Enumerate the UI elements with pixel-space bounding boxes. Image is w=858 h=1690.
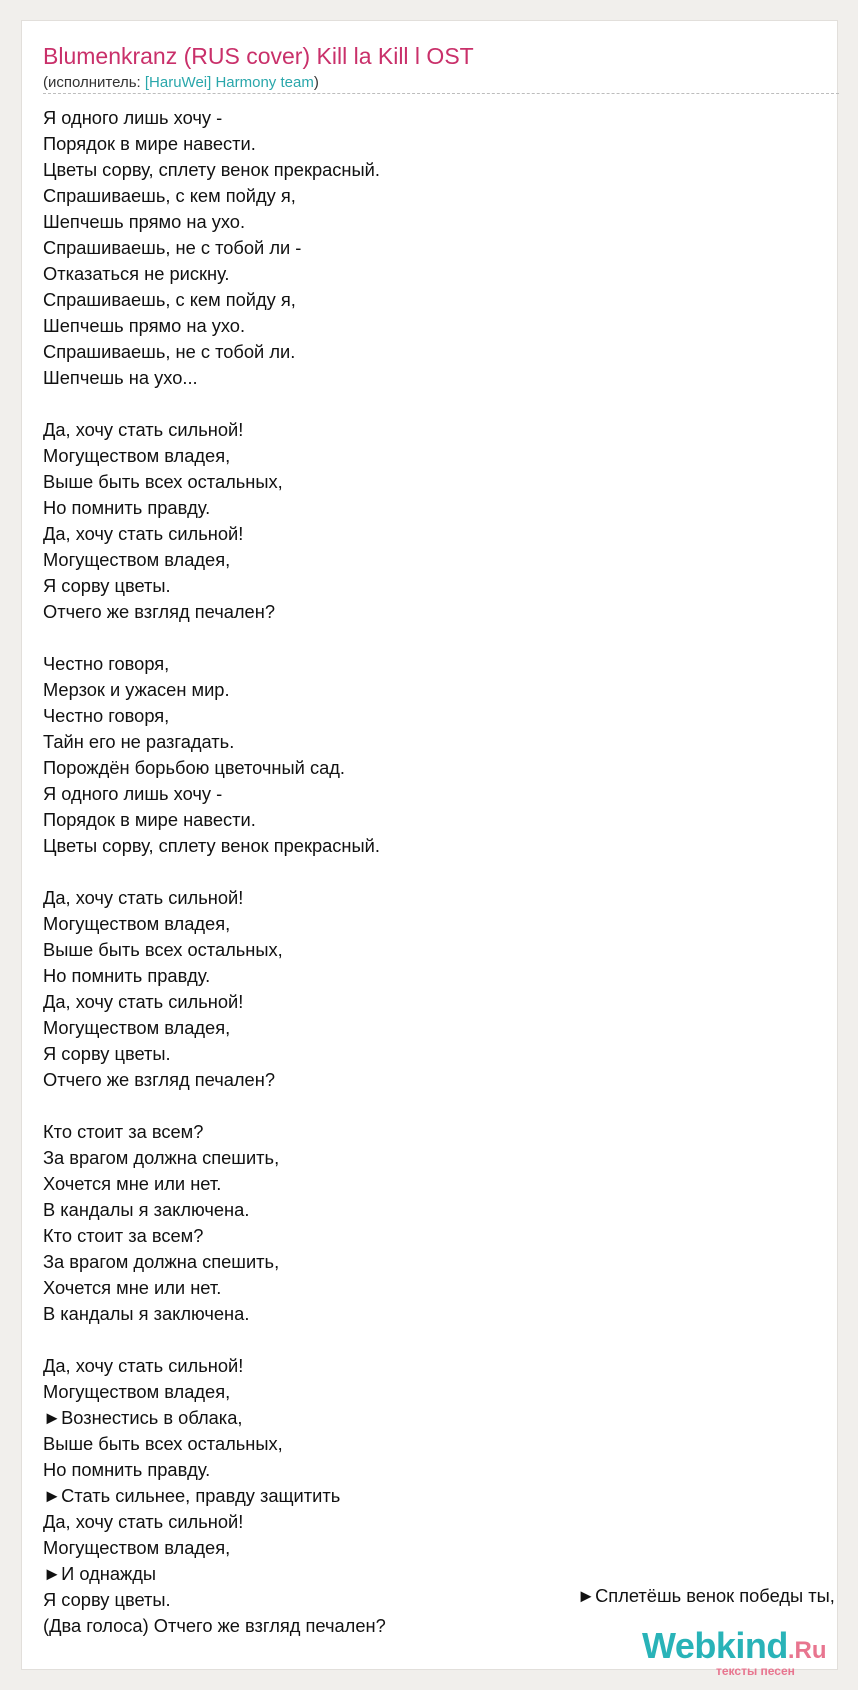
header-divider [43,93,839,94]
lyric-line: Но помнить правду. [43,965,211,986]
lyric-line: Да, хочу стать сильной! [43,1355,244,1376]
lyric-line: Но помнить правду. [43,1459,211,1480]
lyric-line: Я сорву цветы. [43,1043,171,1064]
lyric-line [43,1327,843,1353]
logo-brand: Webkind [642,1625,788,1666]
lyric-line: Могуществом владея, [43,1537,231,1558]
lyric-line: Я одного лишь хочу - [43,107,223,128]
lyric-line: Я сорву цветы. [43,1589,171,1610]
lyric-line: Могуществом владея, [43,913,231,934]
lyric-line: Я сорву цветы. [43,575,171,596]
lyric-line: Порядок в мире навести. [43,809,256,830]
webkind-logo [642,1625,827,1678]
lyric-line: Кто стоит за всем? [43,1121,204,1142]
lyric-line: (Два голоса) Отчего же взгляд печален? [43,1615,386,1636]
lyric-line [43,859,843,885]
lyric-line [43,625,843,651]
lyric-line: Выше быть всех остальных, [43,939,283,960]
artist-link[interactable]: [HaruWei] Harmony team [144,74,314,91]
lyric-line: Спрашиваешь, не с тобой ли - [43,237,302,258]
lyric-line: Могуществом владея, [43,1017,231,1038]
lyric-line: Да, хочу стать сильной! [43,1511,244,1532]
lyric-line: Да, хочу стать сильной! [43,887,244,908]
lyric-line: ►И однажды [43,1563,157,1584]
logo-tagline: тексты песен [716,1664,795,1678]
lyric-line: Цветы сорву, сплету венок прекрасный. [43,835,380,856]
lyric-line: Могуществом владея, [43,549,231,570]
lyric-line: Кто стоит за всем? [43,1225,204,1246]
lyric-line: Порождён борьбою цветочный сад. [43,757,346,778]
lyric-line [43,1093,843,1119]
lyric-line: ►Вознестись в облака, [43,1407,243,1428]
song-title: Blumenkranz (RUS cover) Kill la Kill l OST [43,43,474,69]
lyric-line [43,391,843,417]
lyric-line: Да, хочу стать сильной! [43,419,244,440]
lyrics-side-note: ►Сплетёшь венок победы ты, [577,1585,835,1606]
lyric-line: Тайн его не разгадать. [43,731,235,752]
lyric-line: За врагом должна спешить, [43,1147,280,1168]
lyric-line: ►Стать сильнее, правду защитить [43,1485,341,1506]
lyric-line: Отчего же взгляд печален? [43,601,275,622]
lyric-line: Отказаться не рискну. [43,263,230,284]
lyric-line: Мерзок и ужасен мир. [43,679,230,700]
lyric-line: Порядок в мире навести. [43,133,256,154]
lyric-line: Могуществом владея, [43,445,231,466]
lyric-line: Шепчешь прямо на ухо. [43,315,246,336]
lyric-line: Цветы сорву, сплету венок прекрасный. [43,159,380,180]
logo-tld: .Ru [787,1637,827,1664]
lyric-line: Спрашиваешь, не с тобой ли. [43,341,296,362]
lyric-line: Шепчешь на ухо... [43,367,198,388]
lyric-line: Да, хочу стать сильной! [43,991,244,1012]
lyric-line: Я одного лишь хочу - [43,783,223,804]
lyric-line: Выше быть всех остальных, [43,1433,283,1454]
lyric-line: За врагом должна спешить, [43,1251,280,1272]
lyric-line: Шепчешь прямо на ухо. [43,211,246,232]
lyric-line: Да, хочу стать сильной! [43,523,244,544]
lyric-line: Но помнить правду. [43,497,211,518]
lyric-line: Отчего же взгляд печален? [43,1069,275,1090]
lyric-line: Хочется мне или нет. [43,1173,222,1194]
lyric-line: Могуществом владея, [43,1381,231,1402]
artist-line [43,74,319,91]
lyric-line: В кандалы я заключена. [43,1199,250,1220]
lyric-line: Честно говоря, [43,653,170,674]
lyric-line: Спрашиваешь, с кем пойду я, [43,289,296,310]
lyrics-text [43,105,843,1639]
lyric-line: Честно говоря, [43,705,170,726]
artist-suffix: ) [313,74,319,91]
artist-prefix: (исполнитель: [43,74,145,91]
lyric-line: Хочется мне или нет. [43,1277,222,1298]
lyric-line: Спрашиваешь, с кем пойду я, [43,185,296,206]
lyrics-card [21,20,838,1678]
lyric-line: Выше быть всех остальных, [43,471,283,492]
lyric-line: В кандалы я заключена. [43,1303,250,1324]
